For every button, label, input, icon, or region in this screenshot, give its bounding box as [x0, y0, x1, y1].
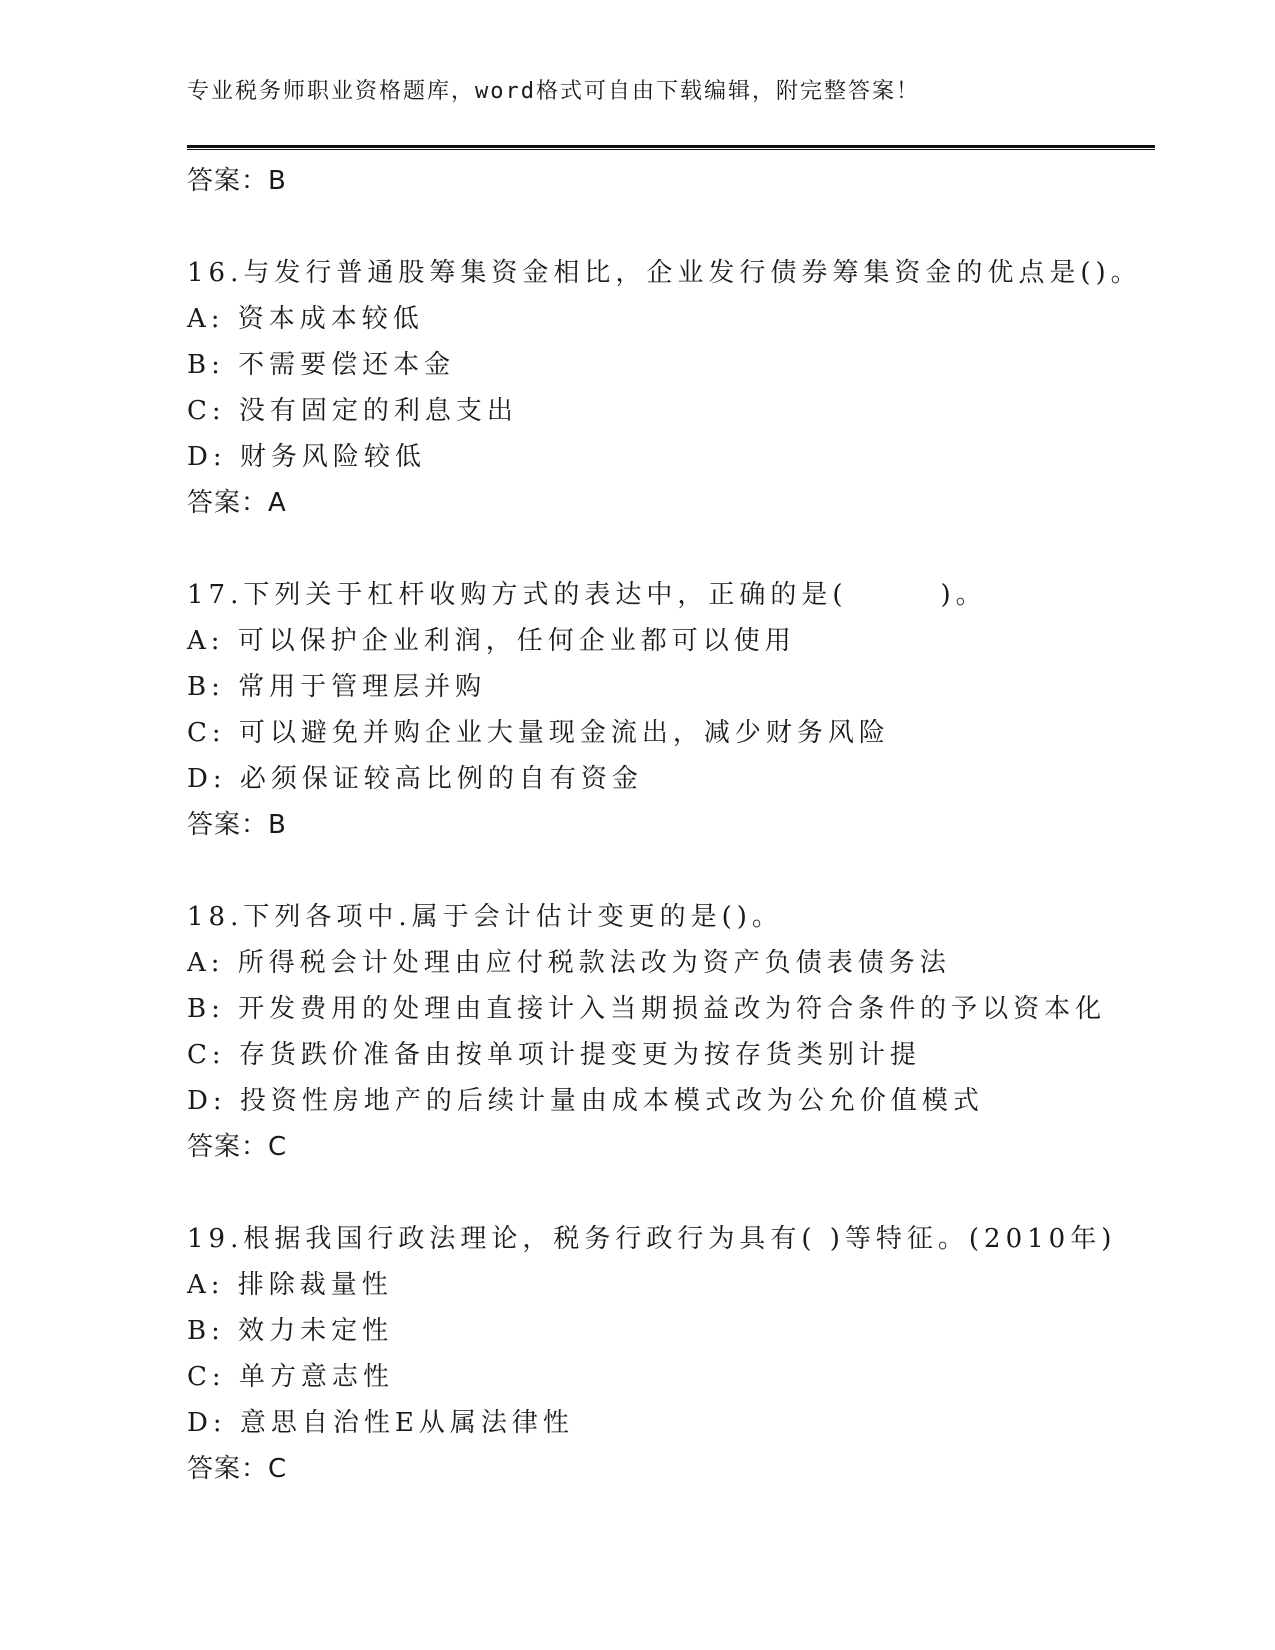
answer: 答案：C — [187, 1132, 288, 1162]
option-c: C: 存货跌价准备由按单项计提变更为按存货类别计提 — [187, 1040, 921, 1070]
question-stem: 19.根据我国行政法理论，税务行政行为具有( )等特征。(2010年) — [187, 1224, 1117, 1254]
answer: 答案：C — [187, 1454, 288, 1484]
header-divider — [187, 145, 1155, 150]
option-b: B: 开发费用的处理由直接计入当期损益改为符合条件的予以资本化 — [187, 994, 1107, 1024]
question-stem: 17.下列关于杠杆收购方式的表达中，正确的是( )。 — [187, 580, 987, 610]
option-c: C: 没有固定的利息支出 — [187, 396, 518, 426]
answer: 答案：A — [187, 488, 287, 518]
option-d: D: 意思自治性E从属法律性 — [187, 1408, 574, 1438]
option-a: A: 可以保护企业利润，任何企业都可以使用 — [187, 626, 796, 656]
option-d: D: 投资性房地产的后续计量由成本模式改为公允价值模式 — [187, 1086, 984, 1116]
question-16 — [187, 250, 1147, 526]
question-19 — [187, 1216, 1147, 1492]
option-a: A: 排除裁量性 — [187, 1270, 393, 1300]
option-b: B: 常用于管理层并购 — [187, 672, 487, 702]
page-header: 专业税务师职业资格题库，word格式可自由下载编辑，附完整答案！ — [187, 79, 920, 104]
option-b: B: 不需要偿还本金 — [187, 350, 456, 380]
option-c: C: 可以避免并购企业大量现金流出，减少财务风险 — [187, 718, 890, 748]
question-stem: 18.下列各项中.属于会计估计变更的是()。 — [187, 902, 783, 932]
option-a: A: 资本成本较低 — [187, 304, 424, 334]
option-c: C: 单方意志性 — [187, 1362, 394, 1392]
question-stem: 16.与发行普通股筹集资金相比，企业发行债券筹集资金的优点是()。 — [187, 258, 1142, 288]
option-b: B: 效力未定性 — [187, 1316, 394, 1346]
question-17 — [187, 572, 1147, 848]
previous-answer: 答案：B — [187, 166, 287, 196]
option-d: D: 必须保证较高比例的自有资金 — [187, 764, 643, 794]
option-d: D: 财务风险较低 — [187, 442, 426, 472]
question-list — [187, 158, 1147, 1492]
question-18 — [187, 894, 1147, 1170]
answer: 答案：B — [187, 810, 287, 840]
option-a: A: 所得税会计处理由应付税款法改为资产负债表债务法 — [187, 948, 951, 978]
